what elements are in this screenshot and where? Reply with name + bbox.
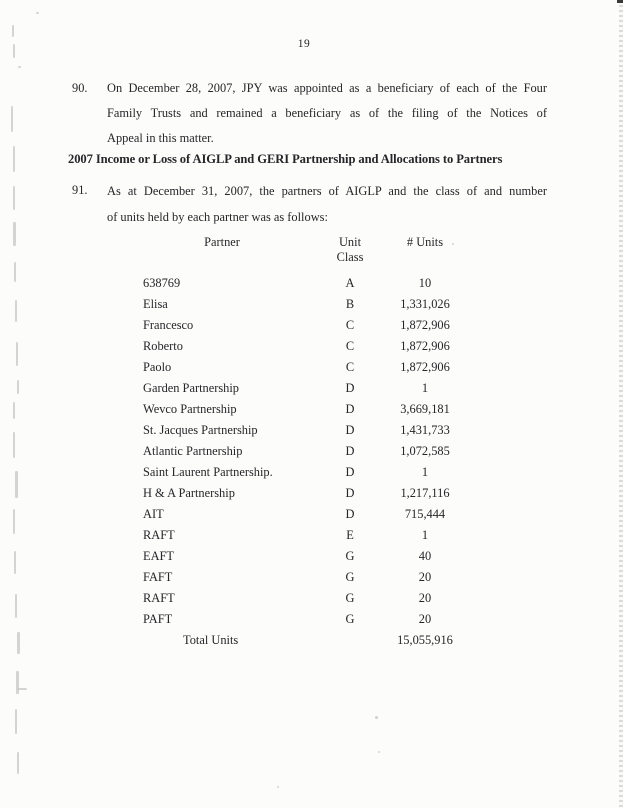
partners-table bbox=[143, 235, 475, 651]
scan-artifact bbox=[17, 632, 20, 654]
column-header-units: # Units bbox=[406, 235, 444, 249]
cell-partner: 638769 bbox=[143, 276, 181, 290]
table-row bbox=[143, 336, 475, 357]
cell-partner: Saint Laurent Partnership. bbox=[143, 465, 273, 479]
cell-units: 1,872,906 bbox=[400, 318, 450, 332]
page-number: 19 bbox=[297, 38, 311, 50]
scan-artifact bbox=[17, 380, 19, 394]
scan-artifact bbox=[16, 342, 18, 366]
table-row bbox=[143, 399, 475, 420]
cell-partner: H & A Partnership bbox=[143, 486, 235, 500]
cell-partner: St. Jacques Partnership bbox=[143, 423, 258, 437]
cell-unit-class: D bbox=[345, 444, 355, 458]
scan-artifact bbox=[375, 716, 378, 719]
scan-artifact bbox=[15, 709, 17, 734]
paragraph-number: 91. bbox=[72, 183, 88, 197]
table-body bbox=[143, 273, 475, 630]
cell-unit-class: G bbox=[345, 570, 355, 584]
cell-unit-class: G bbox=[345, 549, 355, 563]
cell-unit-class: D bbox=[345, 486, 355, 500]
table-row bbox=[143, 567, 475, 588]
cell-unit-class: G bbox=[345, 612, 355, 626]
section-heading: 2007 Income or Loss of AIGLP and GERI Partnership and Allocations to Partners bbox=[68, 152, 503, 166]
cell-unit-class: B bbox=[345, 297, 355, 311]
scan-corner-mark bbox=[617, 0, 623, 3]
cell-units: 1 bbox=[421, 465, 429, 479]
scan-artifact bbox=[14, 262, 16, 282]
table-row bbox=[143, 609, 475, 630]
paragraph-line: of units held by each partner was as follows: bbox=[107, 210, 328, 224]
cell-partner: Francesco bbox=[143, 318, 194, 332]
paragraph-91 bbox=[72, 178, 550, 230]
paragraph-body bbox=[107, 178, 547, 230]
scan-artifact bbox=[13, 222, 16, 246]
paragraph-line: As at December 31, 2007, the partners of AIGLP and the class of and number bbox=[107, 184, 547, 198]
cell-partner: Roberto bbox=[143, 339, 183, 353]
cell-unit-class: C bbox=[345, 360, 355, 374]
scan-edge-stripe bbox=[619, 0, 623, 808]
cell-partner: AIT bbox=[143, 507, 164, 521]
scan-artifact bbox=[378, 751, 380, 753]
total-value: 15,055,916 bbox=[397, 633, 453, 647]
scan-artifact bbox=[13, 186, 15, 210]
paragraph-90 bbox=[72, 76, 550, 151]
cell-units: 1,217,116 bbox=[400, 486, 450, 500]
table-row bbox=[143, 483, 475, 504]
cell-partner: EAFT bbox=[143, 549, 174, 563]
scan-artifact bbox=[15, 300, 17, 322]
cell-unit-class: D bbox=[345, 423, 355, 437]
table-row bbox=[143, 525, 475, 546]
cell-unit-class: C bbox=[345, 318, 355, 332]
total-row bbox=[143, 630, 475, 651]
cell-units: 20 bbox=[418, 570, 432, 584]
cell-partner: Wevco Partnership bbox=[143, 402, 237, 416]
unit-class-header-line1: Unit bbox=[338, 235, 362, 249]
scan-artifact bbox=[13, 509, 15, 534]
table-row bbox=[143, 462, 475, 483]
scan-artifact bbox=[277, 786, 279, 788]
scan-artifact bbox=[13, 146, 15, 172]
cell-partner: Paolo bbox=[143, 360, 172, 374]
cell-units: 715,444 bbox=[404, 507, 446, 521]
cell-partner: PAFT bbox=[143, 612, 173, 626]
scan-artifact bbox=[14, 551, 16, 574]
scan-artifact bbox=[13, 44, 15, 58]
scan-artifact bbox=[18, 66, 21, 68]
scan-artifact bbox=[17, 752, 19, 774]
cell-unit-class: A bbox=[345, 276, 355, 290]
cell-partner: RAFT bbox=[143, 528, 175, 542]
paragraph-line: Appeal in this matter. bbox=[107, 131, 214, 145]
total-label: Total Units bbox=[183, 633, 239, 647]
cell-units: 1,072,585 bbox=[400, 444, 450, 458]
cell-units: 40 bbox=[418, 549, 432, 563]
table-header bbox=[143, 235, 475, 265]
table-row bbox=[143, 546, 475, 567]
scan-artifact bbox=[13, 402, 15, 419]
cell-units: 1 bbox=[421, 381, 429, 395]
table-row bbox=[143, 378, 475, 399]
column-header-unit-class bbox=[325, 235, 375, 265]
cell-units: 1,331,026 bbox=[400, 297, 450, 311]
table-row bbox=[143, 357, 475, 378]
table-row bbox=[143, 315, 475, 336]
table-row bbox=[143, 588, 475, 609]
cell-units: 1,872,906 bbox=[400, 339, 450, 353]
scan-artifact bbox=[12, 25, 14, 37]
table-row bbox=[143, 441, 475, 462]
cell-partner: Garden Partnership bbox=[143, 381, 239, 395]
cell-unit-class: E bbox=[346, 528, 354, 542]
cell-partner: RAFT bbox=[143, 591, 175, 605]
cell-units: 1,431,733 bbox=[400, 423, 450, 437]
scan-artifact bbox=[16, 671, 19, 694]
scan-artifact bbox=[11, 106, 13, 132]
scan-artifact bbox=[452, 243, 454, 245]
cell-unit-class: D bbox=[345, 381, 355, 395]
unit-class-header-line2: Class bbox=[336, 250, 364, 264]
scan-artifact bbox=[13, 432, 15, 458]
table-row bbox=[143, 420, 475, 441]
cell-unit-class: D bbox=[345, 507, 355, 521]
paragraph-line: On December 28, 2007, JPY was appointed as a beneficiary of each of the Four bbox=[107, 81, 547, 95]
cell-partner: Elisa bbox=[143, 297, 168, 311]
scan-artifact bbox=[15, 471, 18, 498]
cell-partner: Atlantic Partnership bbox=[143, 444, 243, 458]
cell-units: 20 bbox=[418, 612, 432, 626]
cell-units: 3,669,181 bbox=[400, 402, 450, 416]
table-row bbox=[143, 504, 475, 525]
scan-artifact bbox=[18, 688, 27, 690]
cell-unit-class: D bbox=[345, 402, 355, 416]
cell-unit-class: G bbox=[345, 591, 355, 605]
cell-units: 1 bbox=[421, 528, 429, 542]
column-header-partner: Partner bbox=[204, 235, 240, 249]
paragraph-body bbox=[107, 76, 547, 151]
cell-unit-class: C bbox=[345, 339, 355, 353]
cell-partner: FAFT bbox=[143, 570, 173, 584]
paragraph-line: Family Trusts and remained a beneficiary as of the filing of the Notices of bbox=[107, 106, 547, 120]
paragraph-number: 90. bbox=[72, 81, 88, 95]
table-row bbox=[143, 294, 475, 315]
cell-units: 10 bbox=[418, 276, 432, 290]
table-row bbox=[143, 273, 475, 294]
cell-unit-class: D bbox=[345, 465, 355, 479]
cell-units: 1,872,906 bbox=[400, 360, 450, 374]
scan-artifact bbox=[15, 594, 17, 618]
cell-units: 20 bbox=[418, 591, 432, 605]
scan-artifact bbox=[36, 12, 39, 14]
